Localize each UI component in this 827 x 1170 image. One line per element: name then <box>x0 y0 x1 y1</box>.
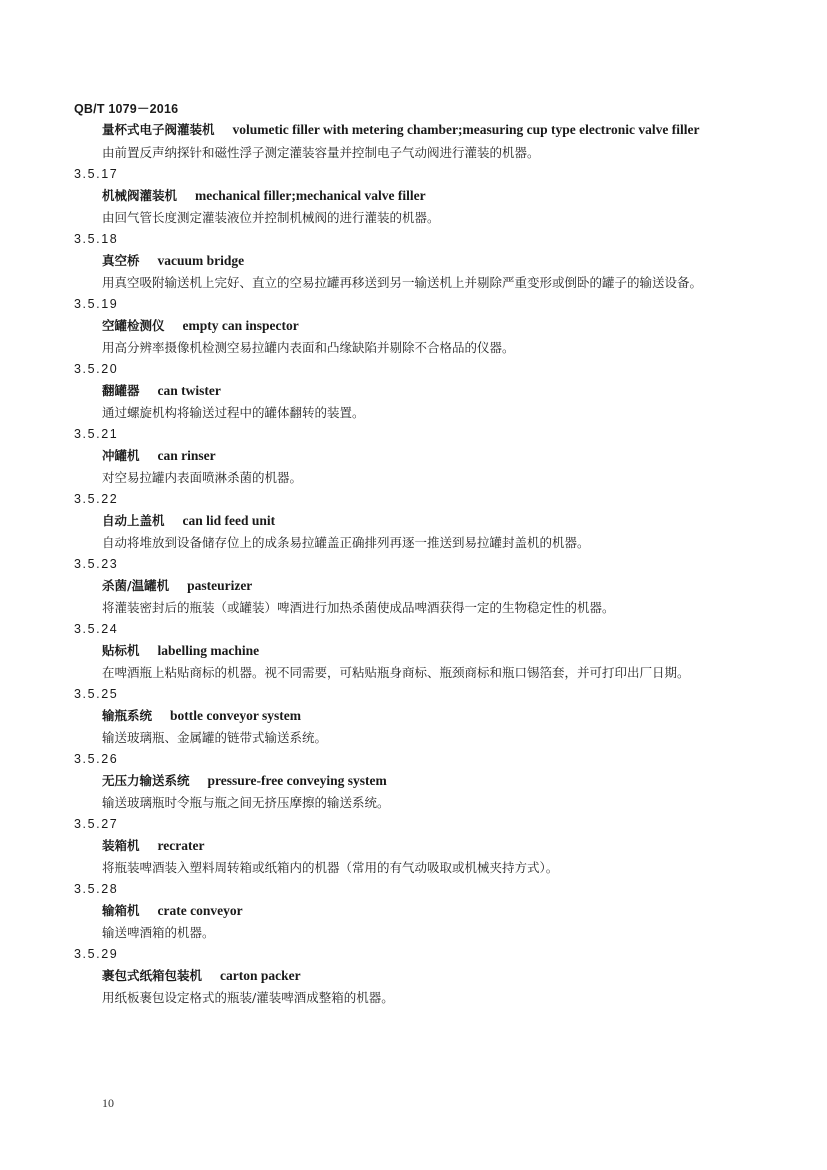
clause-number: 3.5.25 <box>74 687 119 701</box>
term-chinese: 翻罐器 <box>102 383 140 398</box>
term-chinese: 冲罐机 <box>102 448 140 463</box>
term-definition: 由回气管长度测定灌装液位并控制机械阀的进行灌装的机器。 <box>102 210 440 225</box>
clause-number: 3.5.24 <box>74 622 119 636</box>
clause-number: 3.5.19 <box>74 297 119 311</box>
term-entry <box>74 229 754 294</box>
term-chinese: 自动上盖机 <box>102 513 165 528</box>
term-english: can lid feed unit <box>182 513 276 528</box>
page-header-standard-code: QB/T 1079－2016 <box>74 102 179 116</box>
term-heading <box>74 835 754 857</box>
term-definition: 用真空吸附输送机上完好、直立的空易拉罐再移送到另一输送机上并剔除严重变形或倒卧的罐子的输送设备。 <box>102 275 703 290</box>
clause-number: 3.5.23 <box>74 557 119 571</box>
clause-number: 3.5.27 <box>74 817 119 831</box>
term-english: recrater <box>157 838 205 853</box>
term-chinese: 装箱机 <box>102 838 140 853</box>
term-heading <box>74 770 754 792</box>
term-entry <box>74 554 754 619</box>
term-chinese: 输瓶系统 <box>102 708 153 723</box>
term-entry <box>74 424 754 489</box>
term-entry <box>74 684 754 749</box>
term-definition: 在啤酒瓶上粘贴商标的机器。视不同需要，可粘贴瓶身商标、瓶颈商标和瓶口锡箔套，并可打印出厂日期。 <box>102 665 690 680</box>
term-definition: 将灌装密封后的瓶装（或罐装）啤酒进行加热杀菌使成品啤酒获得一定的生物稳定性的机器。 <box>102 600 615 615</box>
term-heading <box>74 640 754 662</box>
term-definition: 输送啤酒箱的机器。 <box>102 925 215 940</box>
term-chinese: 裹包式纸箱包装机 <box>102 968 203 983</box>
term-chinese: 杀菌/温罐机 <box>102 578 170 593</box>
term-entry <box>74 164 754 229</box>
terms-list <box>74 119 754 1009</box>
term-english: can rinser <box>157 448 216 463</box>
term-definition: 用纸板裹包设定格式的瓶装/灌装啤酒成整箱的机器。 <box>102 990 394 1005</box>
term-definition: 输送玻璃瓶时令瓶与瓶之间无挤压摩擦的输送系统。 <box>102 795 390 810</box>
term-definition: 用高分辨率摄像机检测空易拉罐内表面和凸缘缺陷并剔除不合格品的仪器。 <box>102 340 515 355</box>
term-english: mechanical filler;mechanical valve filler <box>195 188 426 203</box>
term-heading <box>74 315 754 337</box>
clause-number: 3.5.22 <box>74 492 119 506</box>
term-entry <box>74 294 754 359</box>
term-english: volumetic filler with metering chamber;measuring cup type electronic valve filler <box>232 122 700 137</box>
term-entry <box>74 944 754 1009</box>
term-english: vacuum bridge <box>157 253 245 268</box>
term-heading <box>74 510 754 532</box>
clause-number: 3.5.21 <box>74 427 119 441</box>
term-heading <box>74 185 754 207</box>
term-entry <box>74 489 754 554</box>
clause-number: 3.5.18 <box>74 232 119 246</box>
term-english: crate conveyor <box>157 903 243 918</box>
clause-number: 3.5.20 <box>74 362 119 376</box>
term-definition: 自动将堆放到设备储存位上的成条易拉罐盖正确排列再逐一推送到易拉罐封盖机的机器。 <box>102 535 590 550</box>
term-heading <box>74 250 754 272</box>
term-heading <box>74 380 754 402</box>
term-entry <box>74 879 754 944</box>
term-definition: 输送玻璃瓶、金属罐的链带式输送系统。 <box>102 730 328 745</box>
term-english: pasteurizer <box>187 578 253 593</box>
term-english: bottle conveyor system <box>170 708 301 723</box>
term-english: empty can inspector <box>182 318 299 333</box>
term-english: carton packer <box>220 968 301 983</box>
term-heading <box>74 445 754 467</box>
clause-number: 3.5.29 <box>74 947 119 961</box>
term-heading <box>74 705 754 727</box>
term-heading <box>74 575 754 597</box>
clause-number: 3.5.26 <box>74 752 119 766</box>
term-chinese: 输箱机 <box>102 903 140 918</box>
term-definition: 由前置反声纳探针和磁性浮子测定灌装容量并控制电子气动阀进行灌装的机器。 <box>102 145 540 160</box>
page-number: 10 <box>102 1096 114 1110</box>
term-chinese: 量杯式电子阀灌装机 <box>102 122 215 137</box>
term-entry <box>74 619 754 684</box>
term-english: pressure-free conveying system <box>207 773 387 788</box>
term-chinese: 无压力输送系统 <box>102 773 190 788</box>
term-entry <box>74 119 754 164</box>
clause-number: 3.5.28 <box>74 882 119 896</box>
term-chinese: 真空桥 <box>102 253 140 268</box>
term-heading <box>74 965 754 987</box>
term-chinese: 空罐检测仪 <box>102 318 165 333</box>
term-heading <box>74 900 754 922</box>
term-heading <box>74 119 754 142</box>
term-chinese: 机械阀灌装机 <box>102 188 178 203</box>
term-definition: 将瓶装啤酒装入塑料周转箱或纸箱内的机器（常用的有气动吸取或机械夹持方式）。 <box>102 860 559 875</box>
term-chinese: 贴标机 <box>102 643 140 658</box>
term-entry <box>74 814 754 879</box>
term-definition: 对空易拉罐内表面喷淋杀菌的机器。 <box>102 470 303 485</box>
term-entry <box>74 749 754 814</box>
term-english: labelling machine <box>157 643 260 658</box>
term-definition: 通过螺旋机构将输送过程中的罐体翻转的装置。 <box>102 405 365 420</box>
term-english: can twister <box>157 383 221 398</box>
clause-number: 3.5.17 <box>74 167 119 181</box>
term-entry <box>74 359 754 424</box>
